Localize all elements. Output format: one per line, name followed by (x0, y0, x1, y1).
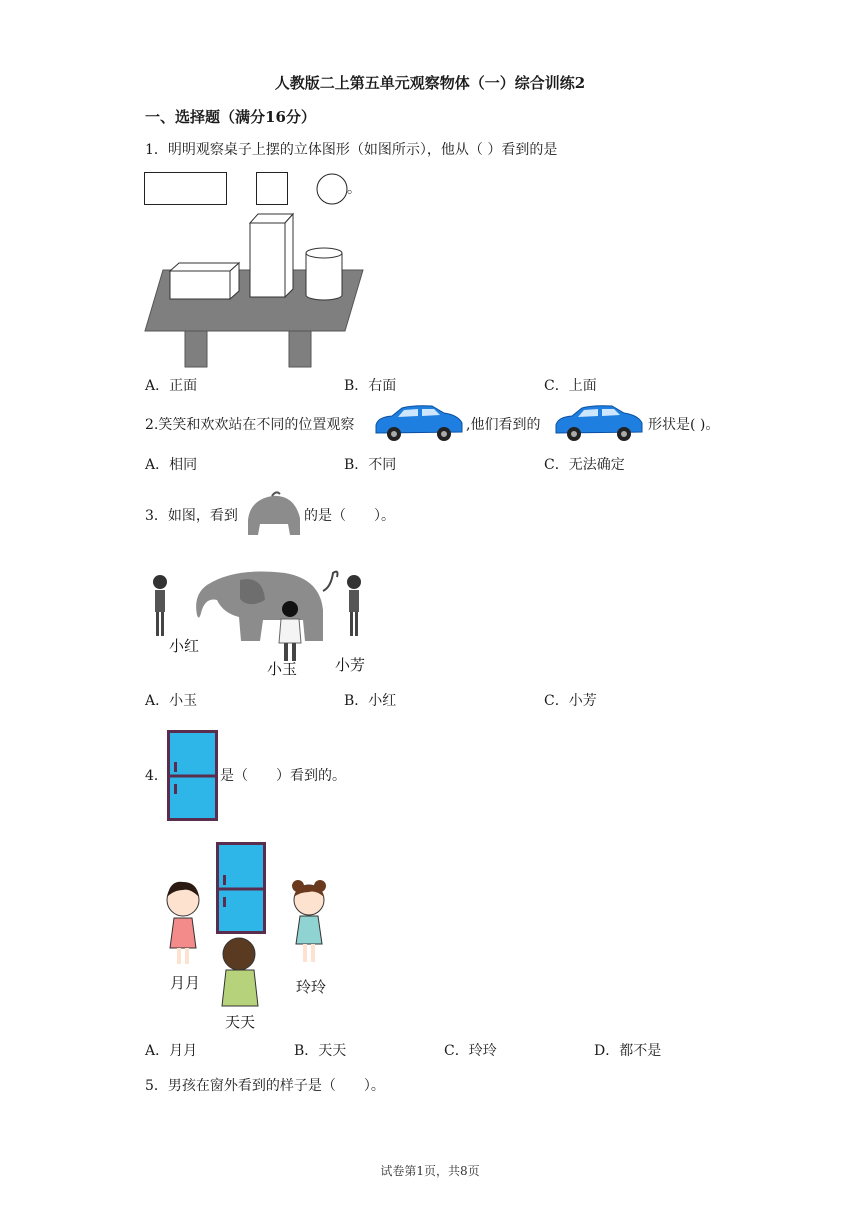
label-yueyue: 月月 (170, 974, 201, 992)
elephant (196, 572, 323, 642)
table-leg-right (289, 331, 311, 367)
table-leg-left (185, 331, 207, 367)
car-icon (552, 405, 644, 443)
q4-option-a[interactable]: A．月月 (145, 1043, 198, 1059)
q3-option-a[interactable]: A．小玉 (145, 693, 198, 709)
q4-stem-number: 4． (145, 768, 168, 784)
q4-option-d[interactable]: D．都不是 (594, 1043, 662, 1059)
view-rectangle (145, 173, 227, 205)
elephant-back-icon (246, 492, 302, 536)
q1-view-shapes (144, 172, 364, 208)
fridge (218, 844, 265, 933)
car-icon (372, 405, 464, 443)
q2-option-c[interactable]: C．无法确定 (544, 457, 625, 473)
section-heading: 一、选择题（满分16分） (145, 108, 316, 126)
label-xiaofang: 小芳 (335, 656, 366, 674)
q1-option-a[interactable]: A．正面 (145, 378, 198, 394)
q5-stem: 5．男孩在窗外看到的样子是（ ）。 (145, 1078, 385, 1094)
q1-table-figure (145, 211, 365, 369)
cuboid-front (170, 271, 230, 299)
q3-figure (145, 565, 375, 680)
label-tiantian: 天天 (225, 1013, 256, 1031)
page-title: 人教版二上第五单元观察物体（一）综合训练2 (274, 74, 586, 92)
q1-option-b[interactable]: B．右面 (344, 378, 397, 394)
girl-lingling (292, 880, 326, 962)
label-lingling: 玲玲 (296, 978, 327, 996)
fridge-icon (167, 730, 219, 822)
q3-stem-part1: 3．如图，看到 (145, 508, 238, 524)
q2-option-a[interactable]: A．相同 (145, 457, 198, 473)
q3-option-c[interactable]: C．小芳 (544, 693, 597, 709)
girl-yueyue (167, 882, 199, 964)
q4-stem-rest: 是（ ）看到的。 (220, 768, 346, 784)
girl-xiaofang (347, 575, 361, 636)
q4-option-b[interactable]: B．天天 (294, 1043, 347, 1059)
q2-option-b[interactable]: B．不同 (344, 457, 397, 473)
q2-stem-part3: 形状是( )。 (648, 417, 720, 433)
q3-stem-part2: 的是（ ）。 (304, 508, 395, 524)
view-square (257, 173, 288, 205)
boy-tiantian (222, 938, 258, 1006)
page-footer: 试卷第1页，共8页 (380, 1164, 480, 1178)
label-xiaoyu: 小玉 (267, 660, 298, 678)
cuboid-top (170, 263, 239, 271)
q1-option-c[interactable]: C．上面 (544, 378, 597, 394)
prism-front (250, 223, 285, 297)
q4-figure (150, 842, 350, 1032)
cylinder-top (306, 248, 342, 258)
view-circle (317, 174, 347, 204)
q3-option-b[interactable]: B．小红 (344, 693, 397, 709)
girl-xiaohong (153, 575, 167, 636)
cylinder-body (306, 253, 342, 300)
q4-option-c[interactable]: C．玲玲 (444, 1043, 497, 1059)
label-xiaohong: 小红 (169, 637, 200, 655)
q2-stem-part2: ,他们看到的 (466, 417, 541, 433)
q1-stem-end: 。 (347, 181, 361, 197)
girl-xiaoyu (279, 601, 301, 661)
prism-side (285, 214, 293, 297)
q2-stem-part1: 2.笑笑和欢欢站在不同的位置观察 (145, 417, 355, 433)
q1-stem: 1．明明观察桌子上摆的立体图形（如图所示），他从（ ）看到的是 (145, 142, 558, 158)
